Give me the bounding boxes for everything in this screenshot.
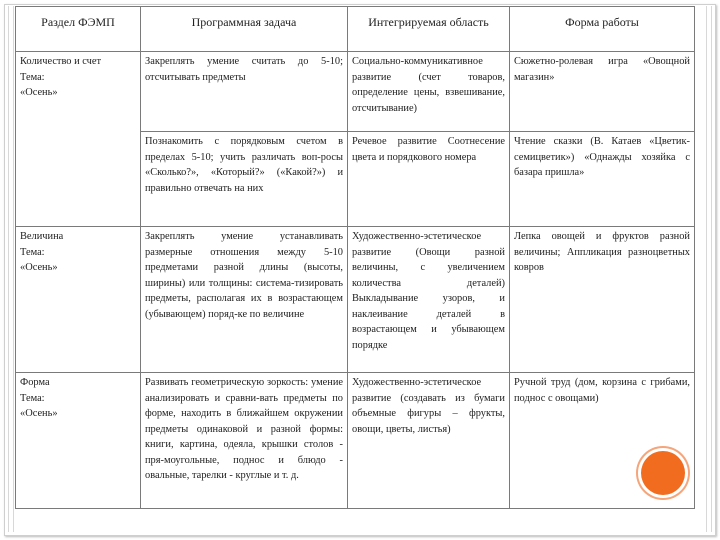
header-area: Интегрируемая область [348,7,510,52]
area-cell: Речевое развитие Соотнесение цвета и порядкового номера [348,132,510,227]
form-cell: Чтение сказки (В. Катаев «Цветик-семицветик») «Однажды хозяйка с базара пришла» [510,132,695,227]
section-cell [16,52,141,227]
section-cell [16,373,141,509]
header-row [16,7,695,52]
section-cell [16,227,141,373]
task-cell: Закреплять умение считать до 5-10; отсчитывать предметы [141,52,348,132]
header-section: Раздел ФЭМП [16,7,141,52]
section-theme-label: Тема: [20,71,45,83]
left-border-decoration [8,6,14,532]
task-cell: Закреплять умение устанавливать размерные отношения между 5-10 предметами разной длины (высоты, ширины) или толщины: система-тизировать предметы, располагая их в возрастающем (убывающем) поряд-ке по величине [141,227,348,373]
table-row [16,373,695,509]
section-title: Величина [20,231,64,242]
task-cell: Развивать геометрическую зоркость: умение анализировать и сравни-вать предметы по форме, находить в ближайшем окружении предметы одинаковой и разной формы: книги, картина, одеяла, крышки столов - пря-моугольные, поднос и блюдо - овальные, тарелки - круглые и т. д. [141,373,348,509]
femp-plan-table [15,6,695,509]
section-title: Количество и счет [20,56,102,67]
task-cell: Познакомить с порядковым счетом в пределах 5-10; учить различать воп-росы «Сколько?», «Который?» («Какой?») и правильно отвечать на них [141,132,348,227]
section-theme-label: Тема: [20,392,45,404]
section-title: Форма [20,377,50,388]
right-border-decoration [706,6,712,532]
header-form: Форма работы [510,7,695,52]
form-cell: Сюжетно-ролевая игра «Овощной магазин» [510,52,695,132]
form-cell: Ручной труд (дом, корзина с грибами, поднос с овощами) [510,373,695,509]
section-theme-value: «Осень» [20,262,58,273]
form-cell: Лепка овощей и фруктов разной величины; Аппликация разноцветных ковров [510,227,695,373]
section-theme-label: Тема: [20,246,45,258]
section-theme-value: «Осень» [20,87,58,98]
area-cell: Художественно-эстетическое развитие (Овощи разной величины, с увеличением количества деталей) Выкладывание узоров, и наклеивание деталей в возрастающем и убывающем порядке [348,227,510,373]
area-cell: Социально-коммуникативное развитие (счет товаров, определение цены, взвешивание, отсчитывание) [348,52,510,132]
decorative-orange-circle [641,451,685,495]
header-task: Программная задача [141,7,348,52]
area-cell: Художественно-эстетическое развитие (создавать из бумаги объемные фигуры – фрукты, овощи, цветы, листья) [348,373,510,509]
table-row [16,52,695,132]
section-theme-value: «Осень» [20,408,58,419]
table-row [16,227,695,373]
